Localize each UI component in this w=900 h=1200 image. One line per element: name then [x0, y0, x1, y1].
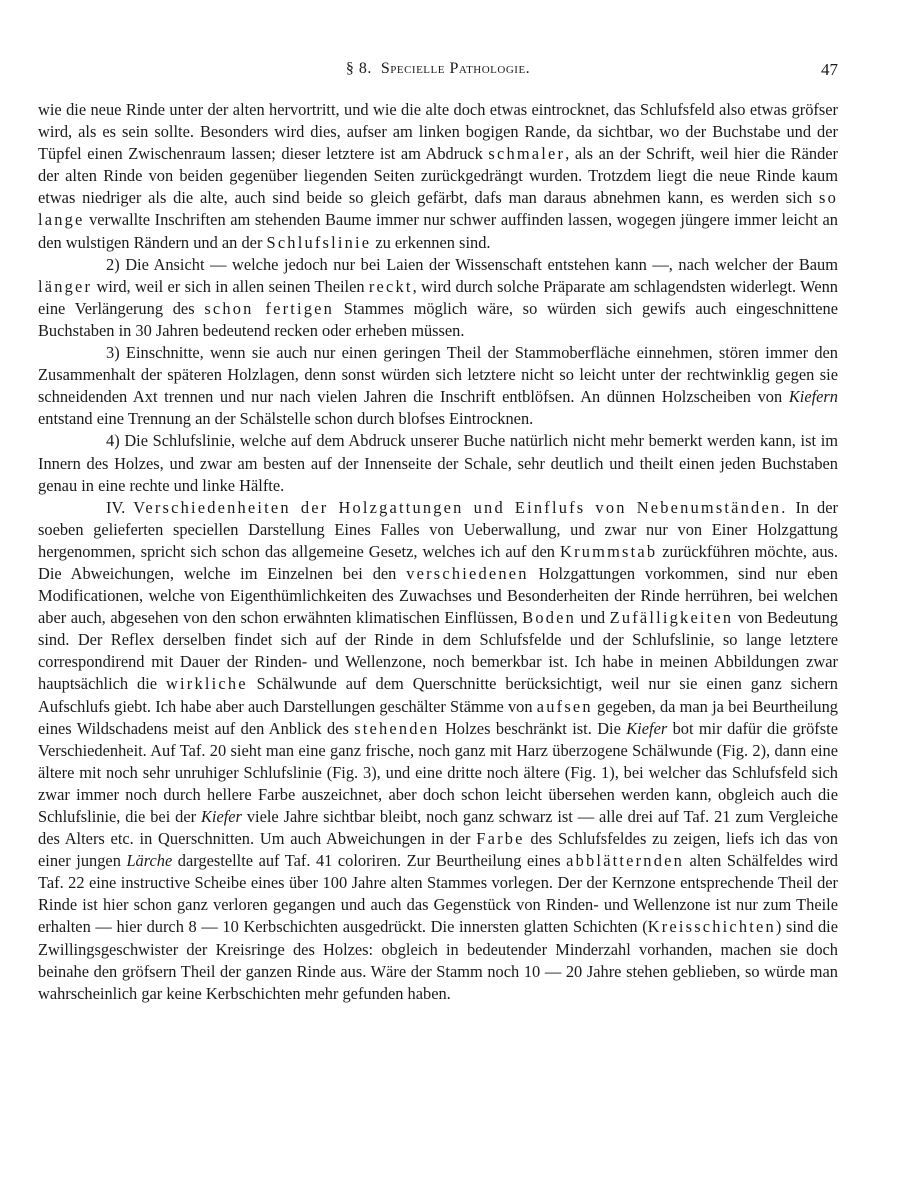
running-header	[38, 60, 838, 86]
text-run: viele Jahre sichtbar bleibt, noch ganz schwarz ist — alle drei auf Taf. 21 zum Vergleiche des Alters etc. in Querschnitten. Um auch Abweichungen in der	[38, 807, 838, 849]
text-run: zurückführen möchte, aus. Die Abweichungen, welche im Einzelnen bei den	[38, 541, 838, 583]
spaced-term: länger	[38, 276, 93, 296]
spaced-term: Boden	[522, 608, 576, 628]
spaced-term: Kreisschichten	[647, 917, 776, 937]
text-run: 4) Die Schlufslinie, welche auf dem Abdruck unserer Buche natürlich nicht mehr bemerkt werden kann, ist im Innern des Holzes, und zwar am besten auf der Innenseite der Schale, sehr deutlich und theilt einen jeden Buchstaben genau in eine rechte und linke Hälfte.	[38, 431, 838, 495]
text-run: gegeben, da man ja bei Beurtheilung eines Wildschadens meist auf den Anblick des	[38, 696, 838, 738]
section-numeral: IV.	[106, 497, 134, 517]
text-run: , wird durch solche Präparate am schlagendsten widerlegt. Wenn eine Verlängerung des	[38, 276, 838, 318]
italic-term: Kiefer	[200, 807, 242, 826]
spaced-term: Schlufslinie	[266, 232, 372, 252]
spaced-term: schon fertigen	[204, 298, 335, 318]
spaced-term: stehenden	[354, 718, 440, 738]
spaced-term: wirkliche	[166, 674, 248, 694]
text-run: von Bedeutung sind. Der Reflex derselben findet sich auf der Rinde in dem Schlufsfelde und der Schlufslinie, so lange letztere correspondirend mit Dauer der Rinden- und Wellenzone, noch bemerkbar ist. Ich habe in meinen Abbildungen zwar hauptsächlich die	[38, 608, 838, 694]
text-run: Schälwunde auf dem Querschnitte berücksichtigt, weil nur sie einen ganz sichern Aufschlufs giebt. Ich habe aber auch Darstellungen geschälter Stämme von	[38, 674, 838, 716]
text-run: alten Schälfeldes wird Taf. 22 eine instructive Scheibe eines über 100 Jahre alten Stammes vorlegen. Der der Kernzone entsprechende Theil der Rinde ist hier schon ganz verloren gegangen und auch das Gegenstück von Rinden- und Wellenzone ist nur zum Theile erhalten — hier durch 8 — 10 Kerbschichten ausgedrückt. Die innersten glatten Schichten (	[38, 851, 838, 937]
text-run: zu erkennen sind.	[371, 232, 491, 252]
section-number: § 8.	[345, 60, 372, 77]
spaced-term: schmaler	[488, 144, 566, 164]
paragraph-2	[38, 254, 838, 342]
spaced-term: Krummstab	[560, 541, 658, 561]
header-title	[38, 60, 838, 78]
spaced-term: Farbe	[476, 829, 525, 849]
text-run: verwallte Inschriften am stehenden Baume immer nur schwer auffinden lassen, wogegen jüngere immer leicht an den wulstigen Rändern und an der	[38, 210, 838, 252]
spaced-term: reckt	[368, 276, 413, 296]
spaced-term: abblätternden	[566, 851, 684, 871]
paragraph-4	[38, 430, 838, 496]
body-text	[38, 99, 838, 1005]
text-run: ) sind die Zwillingsgeschwister der Kreisringe des Holzes: obgleich in bedeutender Minderzahl vorhanden, machen sie doch beinahe den gröfsern Theil der ganzen Rinde aus. Wäre der Stamm noch 10 — 20 Jahre stehen geblieben, so würde man wahrscheinlich gar keine Kerbschichten mehr gefunden haben.	[38, 917, 838, 1003]
text-run: dargestellte auf Taf. 41 coloriren. Zur Beurtheilung eines	[172, 851, 567, 871]
text-run: , als an der Schrift, weil hier die Ränder der alten Rinde von beiden gegenüber liegenden Seiten zurückgedrängt wurden. Trotzdem liegt die neue Rinde kaum etwas niedriger als die alte, auch sind beide so gleich gefärbt, dafs man daraus abnehmen kann, es werden sich	[38, 144, 838, 208]
spaced-term: verschiedenen	[406, 563, 529, 583]
text-run: Holzes beschränkt ist. Die	[439, 718, 627, 738]
text-run: wie die neue Rinde unter der alten hervortritt, und wie die alte doch etwas eintrocknet, das Schlufsfeld also etwas gröfser wird, als es sein sollte. Besonders wird dies, aufser am linken bogigen Rande, da sichtbar, wo der Buchstabe und der Tüpfel einen Zwischenraum lassen; dieser letztere ist am Abdruck	[38, 100, 838, 164]
spaced-term: Zufälligkeiten	[609, 608, 734, 628]
italic-term: Kiefer	[626, 718, 668, 738]
section-title: Specielle Pathologie.	[380, 60, 531, 77]
text-run: 2) Die Ansicht — welche jedoch nur bei Laien der Wissenschaft entstehen kann —, nach welcher der Baum	[106, 254, 838, 274]
text-run: des Schlufsfeldes zu zeigen, liefs ich das von einer jungen	[38, 829, 838, 871]
text-run: In der soeben gelieferten speciellen Darstellung Eines Falles von Ueberwallung, und zwar nur von Einer Holzgattung hergenommen, spricht sich schon das allgemeine Gesetz, welches ich auf den	[38, 497, 838, 561]
text-run: 3) Einschnitte, wenn sie auch nur einen geringen Theil der Stammoberfläche einnehmen, stören immer den Zusammenhalt der späteren Holzlagen, denn sonst würden sich letztere nicht so leicht unter der rechtwinklig gegen sie schneidenden Axt trennen und nur nach vielen Jahren die Inschrift entblöfsen. An dünnen Holzscheiben von	[38, 343, 838, 407]
paragraph-1	[38, 99, 838, 254]
spaced-term: so lange	[38, 188, 838, 230]
paragraph-3	[38, 342, 838, 430]
text-run: bot mir dafür die gröfste Verschiedenheit. Auf Taf. 20 sieht man eine ganz frische, noch ganz mit Harz überzogene Schälwunde (Fig. 2), dann eine ältere mit noch sehr unruhiger Schlufslinie (Fig. 3), und eine dritte noch ältere (Fig. 1), bei welcher das Schlufsfeld sich zwar immer noch durch hellere Farbe auszeichnet, aber doch schon leicht übersehen werden kann, obgleich auch die Schlufslinie, die bei der	[38, 718, 838, 826]
paragraph-5	[38, 497, 838, 1005]
text-run: Stammes möglich wäre, so würden sich gewifs auch eingeschnittene Buchstaben in 30 Jahren bedeutend recken oder erheben müssen.	[38, 298, 839, 340]
italic-term: Lärche	[126, 851, 173, 871]
spaced-term: aufsen	[536, 696, 593, 716]
text-run: Holzgattungen vorkommen, sind nur eben Modificationen, welche von Eigenthümlichkeiten des Zuwachses und Besonderheiten der Rinde herrühren, bei welchen aber auch, abgesehen von den schon erwähnten klimatischen Einflüssen,	[38, 563, 839, 628]
text-run: entstand eine Trennung an der Schälstelle schon durch blofses Eintrocknen.	[38, 409, 534, 429]
section-heading: Verschiedenheiten der Holzgattungen und Einflufs von Nebenumständen.	[133, 497, 788, 517]
text-run: und	[575, 608, 610, 628]
page-number: 47	[821, 60, 838, 79]
text-run: wird, weil er sich in allen seinen Theilen	[92, 276, 369, 296]
italic-term: Kiefern	[788, 387, 838, 407]
